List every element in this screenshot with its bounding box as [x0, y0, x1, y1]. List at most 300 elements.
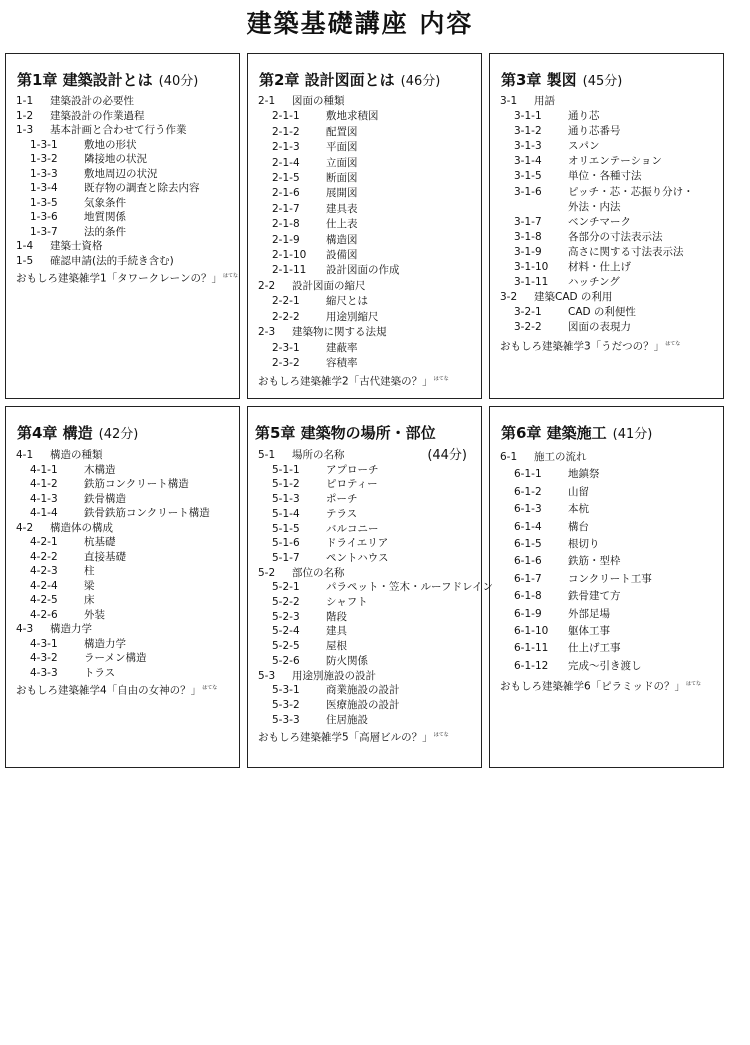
section-title: 各部分の寸法表示法	[568, 230, 663, 243]
trivia-item	[500, 676, 717, 696]
trivia-text: おもしろ建築雑学1「タワークレーンの？」	[16, 272, 222, 285]
section-title: 施工の流れ	[534, 451, 587, 463]
list-item	[258, 639, 475, 654]
list-item	[500, 606, 717, 623]
list-item	[258, 477, 475, 492]
chapter-5-list	[258, 448, 493, 746]
section-title: 部位の名称	[292, 566, 345, 579]
list-item	[500, 640, 717, 657]
list-item	[500, 466, 717, 483]
section-title: アプローチ	[326, 463, 379, 476]
section-number: 3-2-1	[514, 306, 542, 319]
section-number: 6-1-12	[514, 659, 549, 672]
chapter-3-list	[500, 94, 717, 354]
section-title: ハッチング	[568, 276, 620, 289]
chapter-3-title: 第3章 製図	[501, 71, 577, 89]
list-item	[500, 200, 717, 215]
section-title: 縮尺とは	[326, 295, 368, 308]
list-item	[16, 123, 233, 138]
section-title: 梁	[84, 579, 95, 592]
section-title: ベンチマーク	[568, 215, 631, 228]
section-title: 外部足場	[568, 607, 610, 620]
section-number: 4-2-3	[30, 565, 58, 577]
section-title: 用途別施設の設計	[292, 669, 376, 682]
chapter-2-list	[258, 94, 475, 390]
chapter-6-heading	[501, 422, 652, 443]
section-title: 外装	[84, 608, 105, 621]
list-item	[258, 248, 475, 263]
list-item	[500, 109, 717, 124]
section-number: 3-2-2	[514, 321, 542, 334]
section-number: 5-2-4	[272, 625, 300, 638]
list-item	[258, 683, 475, 698]
section-title: 場所の名称	[292, 449, 345, 461]
section-title: ドライエリア	[326, 537, 389, 550]
section-number: 6-1-1	[514, 468, 542, 481]
section-title: 柱	[84, 565, 95, 577]
section-number: 5-3-1	[272, 684, 300, 697]
section-number: 3-1	[500, 95, 518, 107]
section-number: 2-1-6	[272, 187, 300, 200]
section-number: 3-1-7	[514, 215, 542, 228]
chapter-3-heading	[501, 69, 622, 90]
list-item	[16, 210, 233, 225]
section-number: 2-1-5	[272, 172, 300, 185]
section-title: 材料・仕上げ	[568, 261, 631, 274]
section-title: 建築設計の作業過程	[50, 109, 145, 122]
section-number: 5-1-4	[272, 507, 300, 520]
section-number: 3-1-9	[514, 245, 542, 258]
section-number: 4-2-2	[30, 550, 58, 563]
section-title: スパン	[568, 140, 600, 153]
list-item	[16, 535, 233, 550]
section-number: 6-1-9	[514, 607, 542, 620]
list-item	[16, 608, 233, 623]
list-item	[258, 341, 475, 356]
furigana-ruby: はてな	[222, 273, 238, 279]
section-number: 1-2	[16, 109, 34, 122]
section-title: 外法・内法	[568, 200, 621, 213]
section-number: 5-2	[258, 566, 276, 579]
chapter-6-duration: (41分)	[612, 427, 653, 442]
section-title: 建具表	[326, 202, 358, 215]
section-title: 立面図	[326, 156, 358, 169]
list-item	[500, 154, 717, 169]
section-number: 3-2	[500, 291, 518, 304]
list-item	[500, 449, 717, 466]
section-number: 1-1	[16, 95, 34, 107]
section-title: 地鎮祭	[568, 468, 600, 481]
trivia-item	[258, 728, 475, 745]
section-title: テラス	[326, 507, 358, 520]
list-item	[16, 637, 233, 652]
list-item	[258, 263, 475, 278]
section-title: 既存物の調査と除去内容	[84, 182, 200, 194]
section-title: コンクリート工事	[568, 572, 652, 585]
section-number: 6-1-7	[514, 572, 542, 585]
section-number: 6-1	[500, 451, 518, 463]
section-title: 鉄骨鉄筋コンクリート構造	[84, 507, 210, 519]
section-title: 鉄筋・型枠	[568, 555, 621, 568]
section-number: 4-2	[16, 521, 34, 534]
section-number: 6-1-11	[514, 642, 549, 655]
list-item	[258, 580, 493, 595]
chapter-4-duration: (42分)	[98, 427, 139, 442]
section-number: 3-1-5	[514, 170, 542, 183]
chapter-5-heading	[255, 422, 436, 443]
section-title: 設計図面の縮尺	[292, 279, 366, 292]
section-number: 3-1-1	[514, 110, 542, 123]
section-title: 用途別縮尺	[326, 310, 379, 323]
list-item	[500, 245, 717, 260]
list-item	[258, 551, 475, 566]
section-title: トラス	[84, 666, 116, 679]
list-item	[16, 492, 233, 507]
section-number: 5-3-3	[272, 713, 300, 726]
list-item	[500, 320, 717, 335]
list-item	[258, 566, 475, 581]
list-item	[258, 217, 475, 232]
list-item	[258, 325, 475, 340]
section-number: 5-2-6	[272, 654, 300, 667]
section-title: 仕上げ工事	[568, 642, 621, 655]
section-title: 設計図面の作成	[326, 264, 400, 277]
list-item	[16, 448, 233, 463]
section-number: 6-1-4	[514, 520, 542, 533]
section-title: 法的条件	[84, 225, 126, 238]
section-number: 6-1-3	[514, 503, 542, 516]
section-number: 5-1-7	[272, 551, 300, 564]
section-number: 4-2-6	[30, 608, 58, 621]
section-number: 1-3	[16, 124, 34, 136]
list-item	[16, 477, 233, 492]
section-number: 5-1	[258, 449, 276, 461]
section-number: 5-2-5	[272, 640, 300, 653]
list-item	[500, 230, 717, 245]
section-number: 2-1-10	[272, 249, 307, 262]
trivia-text: おもしろ建築雑学6「ピラミッドの？」	[500, 680, 685, 693]
list-item	[500, 185, 717, 200]
list-item	[500, 536, 717, 553]
list-item	[500, 658, 717, 675]
section-number: 6-1-5	[514, 538, 542, 551]
section-title: 医療施設の設計	[326, 698, 400, 711]
list-item	[500, 484, 717, 501]
list-item	[500, 623, 717, 640]
list-item	[500, 501, 717, 518]
furigana-ruby: はてな	[433, 376, 449, 383]
section-title: 住居施設	[326, 713, 368, 726]
page-title: 建築基礎講座 内容	[246, 9, 474, 38]
section-title: 通り芯	[568, 110, 600, 123]
section-title: 気象条件	[84, 196, 126, 209]
section-number: 2-2-2	[272, 310, 300, 323]
trivia-text: おもしろ建築雑学2「古代建築の？」	[258, 375, 433, 388]
list-item	[16, 167, 233, 182]
chapter-1-box	[5, 53, 240, 399]
list-item	[258, 448, 475, 463]
chapter-1-duration: (40分)	[158, 74, 199, 89]
section-title: 構造の種類	[50, 449, 103, 461]
section-number: 5-3-2	[272, 698, 300, 711]
section-number: 3-1-10	[514, 261, 549, 274]
section-number: 1-3-6	[30, 211, 58, 223]
chapter-4-box	[5, 406, 240, 768]
section-number: 5-1-2	[272, 478, 300, 491]
section-title: 建築CAD の利用	[534, 291, 613, 304]
section-title: 屋根	[326, 640, 347, 653]
section-number: 4-1-4	[30, 507, 58, 519]
list-item	[16, 593, 233, 608]
section-number: 4-2-4	[30, 579, 58, 592]
section-number: 4-1-2	[30, 478, 58, 490]
section-number: 5-1-6	[272, 537, 300, 550]
section-number: 2-2	[258, 279, 276, 292]
list-item	[500, 260, 717, 275]
section-title: 建具	[326, 625, 347, 638]
section-title: 敷地の形状	[84, 138, 137, 151]
list-item	[258, 294, 475, 309]
section-title: オリエンテーション	[568, 155, 662, 168]
section-title: 階段	[326, 610, 347, 623]
list-item	[16, 181, 233, 196]
section-title: ピッチ・芯・芯振り分け・	[568, 185, 694, 198]
section-title: 鉄骨構造	[84, 492, 126, 505]
section-title: 木構造	[84, 463, 116, 476]
list-item	[500, 139, 717, 154]
section-number: 2-1-9	[272, 233, 300, 246]
list-item	[16, 109, 233, 124]
list-item	[500, 94, 717, 109]
section-number: 2-1-8	[272, 218, 300, 231]
furigana-ruby: はてな	[685, 681, 701, 688]
chapter-3-box	[489, 53, 724, 399]
section-number: 3-1-3	[514, 140, 542, 153]
section-number: 4-3	[16, 623, 34, 635]
section-title: 構台	[568, 520, 589, 533]
section-number: 5-2-3	[272, 610, 300, 623]
section-number: 6-1-6	[514, 555, 542, 568]
section-number: 6-1-8	[514, 590, 542, 603]
section-title: 敷地求積図	[326, 110, 379, 123]
list-item	[258, 698, 475, 713]
list-item	[16, 94, 233, 109]
section-title: 構造力学	[50, 623, 92, 635]
section-title: シャフト	[326, 596, 368, 609]
section-number: 3-1-11	[514, 276, 549, 289]
list-item	[16, 506, 233, 521]
list-item	[258, 595, 475, 610]
section-number: 1-3-5	[30, 196, 58, 209]
section-number: 6-1-2	[514, 485, 542, 498]
section-number: 3-1-2	[514, 125, 542, 138]
list-item	[16, 651, 233, 666]
section-title: 高さに関する寸法表示法	[568, 245, 684, 258]
section-number: 1-5	[16, 254, 34, 267]
section-number: 2-1	[258, 95, 276, 107]
list-item	[258, 125, 475, 140]
chapter-5-box	[247, 406, 493, 768]
section-number: 1-3-2	[30, 153, 58, 165]
section-title: 建蔽率	[326, 341, 358, 354]
chapter-3-duration: (45分)	[582, 74, 623, 89]
trivia-text: おもしろ建築雑学4「自由の女神の？」	[16, 684, 202, 697]
section-title: 容積率	[326, 356, 358, 369]
section-title: 基本計画と合わせて行う作業	[50, 124, 187, 136]
section-number: 3-1-8	[514, 230, 542, 243]
section-number: 5-2-1	[272, 581, 300, 594]
section-number: 2-2-1	[272, 295, 300, 308]
list-item	[258, 186, 475, 201]
section-number: 3-1-6	[514, 185, 542, 198]
trivia-item	[500, 337, 717, 355]
list-item	[500, 275, 717, 290]
section-title: 建築士資格	[50, 240, 103, 252]
section-title: 杭基礎	[84, 536, 116, 548]
chapter-4-heading	[17, 422, 138, 443]
section-number: 1-4	[16, 240, 34, 252]
list-item	[258, 171, 475, 186]
list-item	[258, 310, 475, 325]
section-number: 2-1-4	[272, 156, 300, 169]
trivia-item	[16, 269, 238, 286]
list-item	[258, 156, 475, 171]
list-item	[16, 196, 233, 211]
list-item	[500, 169, 717, 184]
section-title: 構造体の構成	[50, 521, 113, 534]
list-item	[16, 239, 233, 254]
chapter-1-title: 第1章 建築設計とは	[17, 71, 153, 89]
list-item	[16, 550, 233, 565]
section-title: 地質関係	[84, 211, 126, 223]
section-number: 1-3-7	[30, 225, 58, 238]
chapter-2-title: 第2章 設計図面とは	[259, 71, 395, 89]
section-title: 商業施設の設計	[326, 684, 400, 697]
list-item	[258, 202, 475, 217]
section-number: 4-3-2	[30, 652, 58, 664]
section-title: 設備図	[326, 249, 358, 262]
section-number: 1-3-3	[30, 167, 58, 180]
section-number: 5-3	[258, 669, 276, 682]
section-title: 仕上表	[326, 218, 358, 231]
section-number: 2-1-7	[272, 202, 300, 215]
list-item	[258, 94, 475, 109]
list-item	[258, 624, 475, 639]
list-item	[258, 713, 475, 728]
section-number: 5-1-1	[272, 463, 300, 476]
section-number: 1-3-4	[30, 182, 58, 194]
list-item	[500, 519, 717, 536]
section-title: 完成～引き渡し	[568, 659, 642, 672]
section-title: 図面の表現力	[568, 321, 631, 334]
section-title: ポーチ	[326, 493, 358, 506]
section-title: ピロティー	[326, 478, 378, 491]
section-title: 単位・各種寸法	[568, 170, 642, 183]
list-item	[258, 536, 475, 551]
section-title: 配置図	[326, 125, 358, 138]
section-title: 床	[84, 594, 95, 606]
section-number: 4-1-3	[30, 492, 58, 505]
section-number: 2-3-2	[272, 356, 300, 369]
list-item	[258, 233, 475, 248]
list-item	[16, 564, 233, 579]
section-title: 建築物に関する法規	[292, 326, 387, 339]
section-title: 鉄筋コンクリート構造	[84, 478, 189, 490]
section-title: 平面図	[326, 141, 358, 154]
section-title: 根切り	[568, 538, 600, 551]
section-title: 敷地周辺の状況	[84, 167, 158, 180]
list-item	[16, 666, 233, 681]
furigana-ruby: はてな	[665, 340, 681, 347]
list-item	[500, 290, 717, 305]
section-title: ラーメン構造	[84, 652, 147, 664]
list-item	[258, 463, 475, 478]
list-item	[258, 610, 475, 625]
chapter-6-list	[500, 449, 717, 696]
section-title: 断面図	[326, 172, 358, 185]
section-title: 防火関係	[326, 654, 368, 667]
section-number: 4-3-3	[30, 666, 58, 679]
section-number: 6-1-10	[514, 625, 549, 638]
list-item	[16, 225, 233, 240]
list-item	[16, 521, 233, 536]
list-item	[258, 356, 475, 371]
chapter-1-list	[16, 94, 238, 286]
list-item	[258, 492, 475, 507]
chapter-6-title: 第6章 建築施工	[501, 424, 607, 442]
list-item	[16, 579, 233, 594]
section-title: 用語	[534, 95, 555, 107]
list-item	[500, 124, 717, 139]
section-number: 5-1-5	[272, 522, 300, 535]
list-item	[500, 571, 717, 588]
section-number: 4-1	[16, 449, 34, 461]
list-item	[258, 522, 475, 537]
list-item	[258, 507, 475, 522]
chapter-1-heading	[17, 69, 198, 90]
section-title: 隣接地の状況	[84, 153, 147, 165]
trivia-item	[258, 372, 475, 390]
list-item	[258, 109, 475, 124]
section-title: ペントハウス	[326, 551, 389, 564]
section-title: 確認申請(法的手続き含む)	[50, 254, 174, 267]
section-number: 1-3-1	[30, 138, 58, 151]
section-number: 2-1-1	[272, 110, 300, 123]
section-title: 建築設計の必要性	[50, 95, 134, 107]
section-number: 5-1-3	[272, 493, 300, 506]
section-title: 図面の種類	[292, 95, 345, 107]
section-title: 躯体工事	[568, 625, 610, 638]
section-number: 2-1-11	[272, 264, 307, 277]
section-title: 山留	[568, 485, 589, 498]
chapter-2-heading	[259, 69, 440, 90]
list-item	[16, 254, 233, 269]
section-number: 2-3	[258, 326, 276, 339]
section-title: パラペット・笠木・ルーフドレイン	[326, 581, 493, 594]
furigana-ruby: はてな	[433, 732, 449, 739]
trivia-text: おもしろ建築雑学5「高層ビルの？」	[258, 731, 433, 744]
section-number: 2-1-2	[272, 125, 300, 138]
section-number: 2-1-3	[272, 141, 300, 154]
chapter-4-list	[16, 448, 233, 698]
section-number: 4-1-1	[30, 463, 58, 476]
section-title: バルコニー	[326, 522, 379, 535]
chapter-2-box	[247, 53, 482, 399]
list-item	[500, 305, 717, 320]
chapter-2-duration: (46分)	[400, 74, 441, 89]
list-item	[258, 669, 475, 684]
list-item	[258, 140, 475, 155]
